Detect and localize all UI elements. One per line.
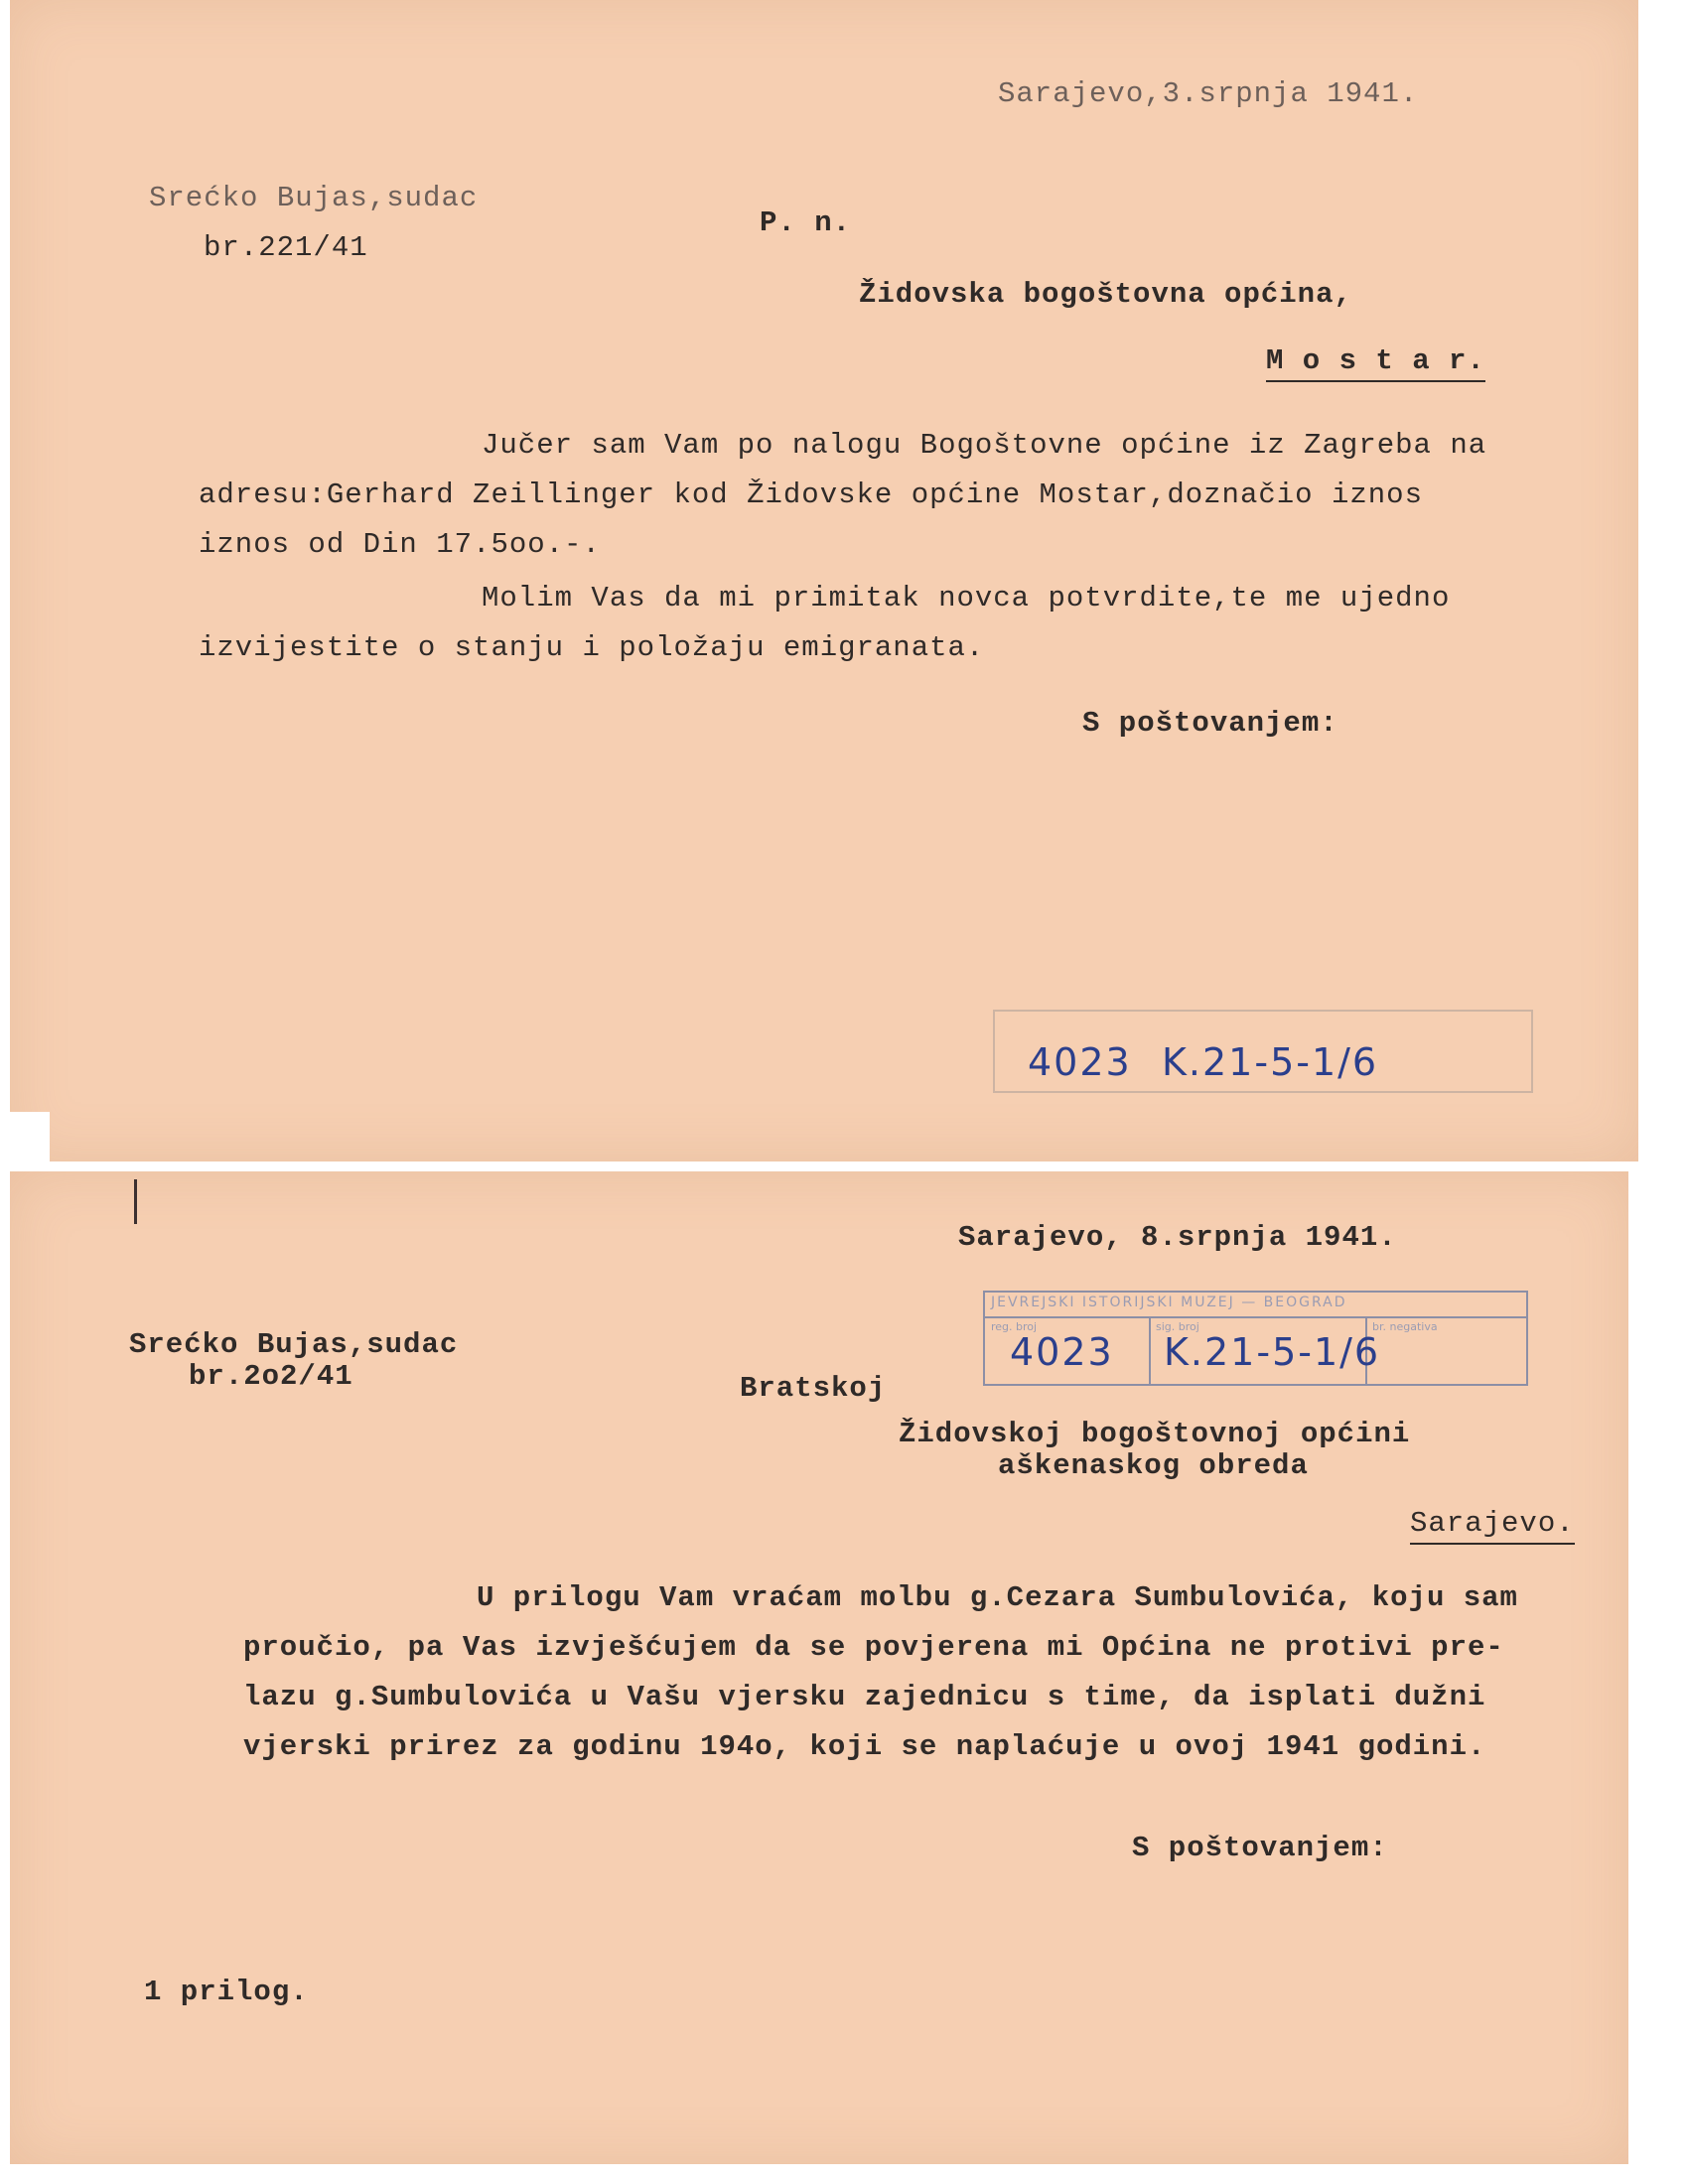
stamp-cell-divider: [1149, 1316, 1151, 1384]
letter1-body: [199, 421, 1486, 673]
letter1-paragraph-line: Jučer sam Vam po nalogu Bogoštovne općine iz Zagreba na: [482, 429, 1487, 462]
letter2-recipient-line3: aškenaskog obreda: [998, 1449, 1309, 1482]
torn-corner: [0, 1112, 50, 1171]
stamp-label: br. negativa: [1372, 1320, 1438, 1333]
stamp-sig-number: K.21-5-1/6: [1164, 1330, 1381, 1374]
letter1-handwritten-number: 4023: [1028, 1040, 1132, 1084]
letter-top-sheet: [10, 0, 1638, 1161]
letter1-paragraph-line: izvijestite o stanju i položaju emigranata.: [199, 631, 985, 664]
letter2-date: Sarajevo, 8.srpnja 1941.: [958, 1221, 1397, 1254]
letter1-closing: S poštovanjem:: [1082, 707, 1338, 740]
letter2-recipient-line2: Židovskoj bogoštovnoj općini: [899, 1418, 1411, 1450]
letter-bottom-sheet: [10, 1171, 1628, 2164]
letter1-date: Sarajevo,3.srpnja 1941.: [998, 77, 1419, 110]
archive-stamp-header: JEVREJSKI ISTORIJSKI MUZEJ — BEOGRAD: [991, 1295, 1347, 1310]
stamp-reg-number: 4023: [1010, 1330, 1114, 1374]
stamp-divider: [985, 1316, 1526, 1318]
letter1-paragraph-line: iznos od Din 17.5oo.-.: [199, 528, 601, 561]
letter2-sender: Srećko Bujas,sudac: [129, 1328, 459, 1361]
letter2-body: [243, 1573, 1518, 1772]
letter1-recipient: Židovska bogoštovna općina,: [859, 278, 1352, 311]
letter1-handwritten-code: K.21-5-1/6: [1162, 1040, 1379, 1084]
letter2-closing: S poštovanjem:: [1132, 1832, 1388, 1864]
letter1-salutation: P. n.: [760, 206, 852, 239]
letter1-city: M o s t a r.: [1266, 344, 1485, 382]
letter1-paragraph-line: adresu:Gerhard Zeillinger kod Židovske općine Mostar,doznačio iznos: [199, 478, 1423, 511]
letter2-paragraph-line: proučio, pa Vas izvješćujem da se povjerena mi Općina ne protivi pre-: [243, 1631, 1504, 1664]
letter1-paragraph-line: Molim Vas da mi primitak novca potvrdite,te me ujedno: [482, 582, 1451, 614]
archive-stamp: [983, 1291, 1528, 1386]
letter2-paragraph-line: lazu g.Sumbulovića u Vašu vjersku zajednicu s time, da isplati dužni: [243, 1681, 1486, 1713]
letter2-city: Sarajevo.: [1410, 1507, 1575, 1545]
letter2-recipient-line1: Bratskoj: [740, 1372, 887, 1405]
letter2-ref: br.2o2/41: [189, 1360, 353, 1393]
letter2-paragraph-line: U prilogu Vam vraćam molbu g.Cezara Sumbulovića, koju sam: [477, 1581, 1518, 1614]
letter2-paragraph-line: vjerski prirez za godinu 194o, koji se naplaćuje u ovoj 1941 godini.: [243, 1730, 1486, 1763]
stamp-label: sig. broj: [1156, 1320, 1199, 1333]
stamp-label: reg. broj: [991, 1320, 1038, 1333]
letter1-ref: br.221/41: [204, 231, 368, 264]
letter1-sender: Srećko Bujas,sudac: [149, 182, 479, 214]
letter2-attachment: 1 prilog.: [144, 1976, 309, 2008]
ink-mark: [134, 1179, 137, 1224]
